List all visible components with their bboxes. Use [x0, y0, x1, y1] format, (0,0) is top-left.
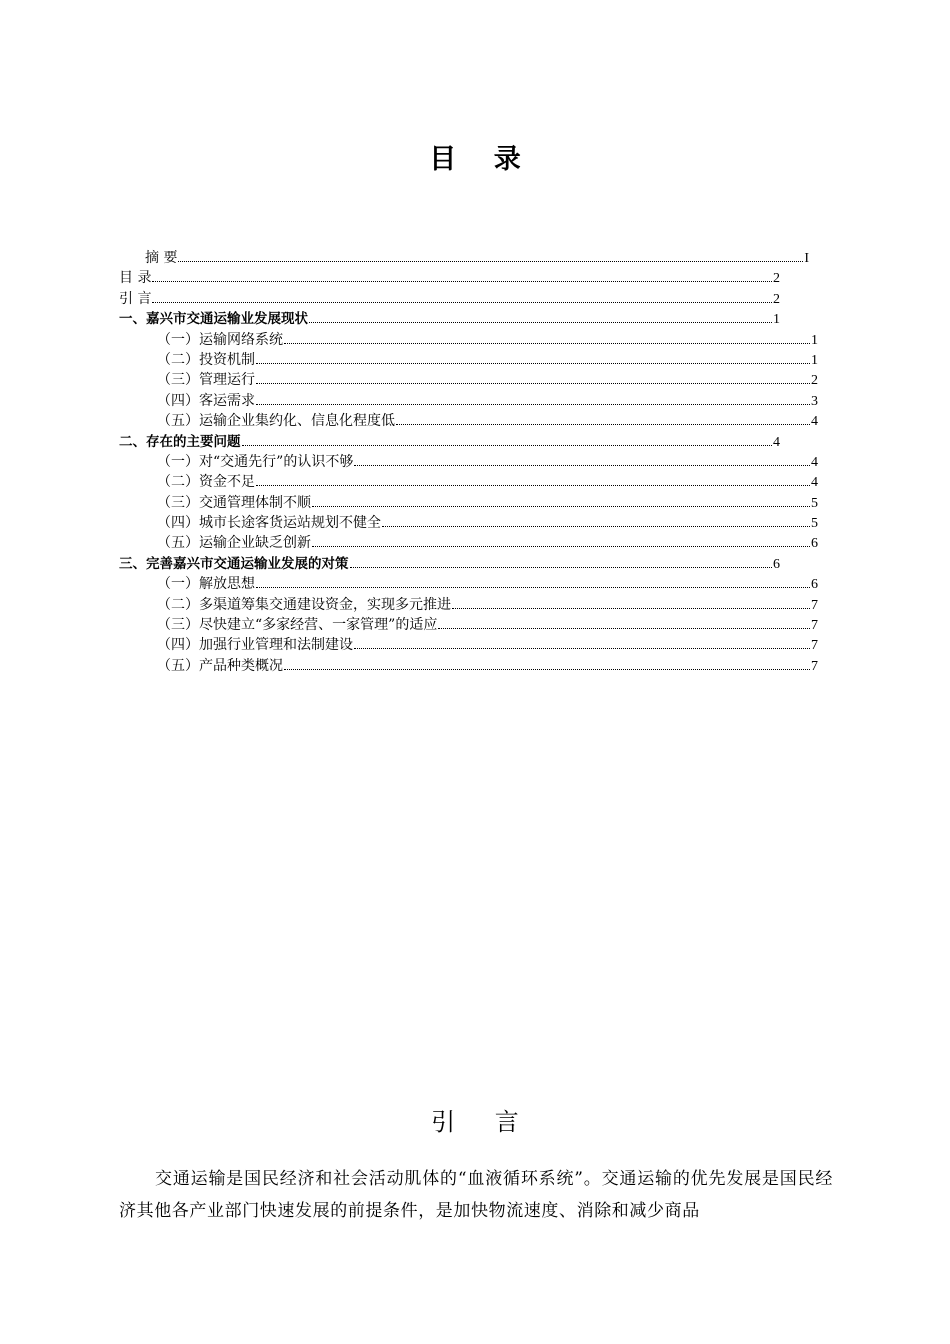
toc-entry-page-number: I — [804, 251, 809, 266]
toc-dot-leader — [284, 669, 810, 670]
toc-entry[interactable] — [119, 493, 818, 513]
toc-dot-leader — [354, 648, 810, 649]
toc-entry-page-number: 7 — [811, 658, 818, 674]
toc-entry[interactable] — [119, 513, 818, 533]
toc-entry-page-number: 5 — [811, 495, 818, 511]
toc-entry-page-number: 4 — [811, 414, 818, 430]
toc-entry-label: （一）运输网络系统 — [157, 331, 283, 348]
toc-entry-label: （二）投资机制 — [157, 351, 255, 368]
toc-entry-page-number: 4 — [811, 475, 818, 491]
toc-entry-page-number: 6 — [773, 556, 780, 572]
toc-dot-leader — [312, 506, 810, 507]
introduction-paragraph: 交通运输是国民经济和社会活动肌体的“血液循环系统”。交通运输的优先发展是国民经济其他各产业部门快速发展的前提条件，是加快物流速度、消除和减少商品 — [119, 1169, 833, 1221]
toc-entry-label: （五）产品种类概况 — [157, 657, 283, 674]
toc-entry-label: 二、存在的主要问题 — [119, 433, 241, 450]
toc-entry[interactable] — [119, 615, 818, 635]
toc-dot-leader — [256, 363, 810, 364]
toc-entry-label: 一、嘉兴市交通运输业发展现状 — [119, 311, 308, 328]
toc-entry[interactable] — [119, 472, 818, 492]
toc-entry[interactable] — [119, 411, 818, 431]
toc-entry[interactable] — [119, 574, 818, 594]
toc-entry-page-number: 3 — [811, 393, 818, 409]
toc-entry[interactable] — [119, 656, 818, 676]
toc-entry-label: 三、完善嘉兴市交通运输业发展的对策 — [119, 555, 349, 572]
toc-entry[interactable] — [119, 268, 780, 288]
toc-entry-label: 目 录 — [119, 270, 152, 287]
toc-dot-leader — [382, 526, 810, 527]
toc-entry[interactable] — [119, 370, 818, 390]
toc-entry-label: （三）尽快建立“多家经营、一家管理”的适应 — [157, 617, 438, 634]
toc-entry[interactable] — [119, 330, 818, 350]
toc-entry-label: （二）资金不足 — [157, 474, 255, 491]
toc-entry[interactable] — [119, 595, 818, 615]
toc-entry-page-number: 4 — [773, 434, 780, 450]
toc-entry-page-number: 6 — [811, 577, 818, 593]
toc-entry-page-number: 4 — [811, 454, 818, 470]
toc-entry-label: 摘 要 — [145, 250, 178, 266]
table-of-contents — [119, 248, 818, 676]
toc-dot-leader — [309, 322, 772, 323]
toc-entry[interactable] — [119, 248, 809, 268]
toc-dot-leader — [152, 281, 772, 282]
toc-dot-leader — [396, 424, 810, 425]
toc-entry-page-number: 7 — [811, 597, 818, 613]
toc-entry-page-number: 7 — [811, 618, 818, 634]
toc-entry-page-number: 1 — [773, 312, 780, 328]
toc-dot-leader — [256, 485, 810, 486]
toc-entry-page-number: 5 — [811, 516, 818, 532]
toc-dot-leader — [354, 465, 810, 466]
toc-dot-leader — [178, 261, 803, 262]
toc-entry[interactable] — [119, 289, 780, 309]
toc-entry-label: （二）多渠道筹集交通建设资金，实现多元推进 — [157, 596, 451, 613]
toc-entry[interactable] — [119, 309, 780, 329]
toc-dot-leader — [256, 383, 810, 384]
toc-entry-label: （一）对“交通先行”的认识不够 — [157, 453, 354, 470]
toc-dot-leader — [256, 587, 810, 588]
toc-entry-page-number: 2 — [773, 271, 780, 287]
toc-dot-leader — [242, 445, 773, 446]
toc-title: 目 录 — [429, 144, 535, 175]
introduction-title: 引 言 — [431, 1108, 535, 1136]
toc-dot-leader — [152, 302, 772, 303]
toc-entry-label: 引 言 — [119, 290, 152, 307]
toc-entry-page-number: 6 — [811, 536, 818, 552]
toc-entry-page-number: 7 — [811, 638, 818, 654]
toc-entry[interactable] — [119, 391, 818, 411]
toc-entry[interactable] — [119, 554, 780, 574]
toc-dot-leader — [256, 404, 810, 405]
toc-dot-leader — [284, 343, 810, 344]
toc-entry-label: （三）交通管理体制不顺 — [157, 494, 311, 511]
toc-entry-label: （四）城市长途客货运站规划不健全 — [157, 515, 381, 532]
toc-dot-leader — [350, 567, 773, 568]
toc-entry[interactable] — [119, 452, 818, 472]
toc-entry-label: （四）客运需求 — [157, 392, 255, 409]
toc-dot-leader — [438, 628, 810, 629]
toc-entry-page-number: 2 — [773, 291, 780, 307]
toc-entry[interactable] — [119, 350, 818, 370]
toc-entry[interactable] — [119, 635, 818, 655]
toc-entry-label: （三）管理运行 — [157, 372, 255, 389]
toc-entry[interactable] — [119, 533, 818, 553]
toc-entry-label: （四）加强行业管理和法制建设 — [157, 637, 353, 654]
toc-entry-label: （一）解放思想 — [157, 576, 255, 593]
toc-entry-page-number: 1 — [811, 332, 818, 348]
toc-entry-label: （五）运输企业集约化、信息化程度低 — [157, 413, 395, 430]
toc-entry-page-number: 1 — [811, 352, 818, 368]
toc-entry-page-number: 2 — [811, 373, 818, 389]
toc-dot-leader — [452, 608, 810, 609]
toc-entry[interactable] — [119, 432, 780, 452]
toc-dot-leader — [312, 546, 810, 547]
toc-entry-label: （五）运输企业缺乏创新 — [157, 535, 311, 552]
